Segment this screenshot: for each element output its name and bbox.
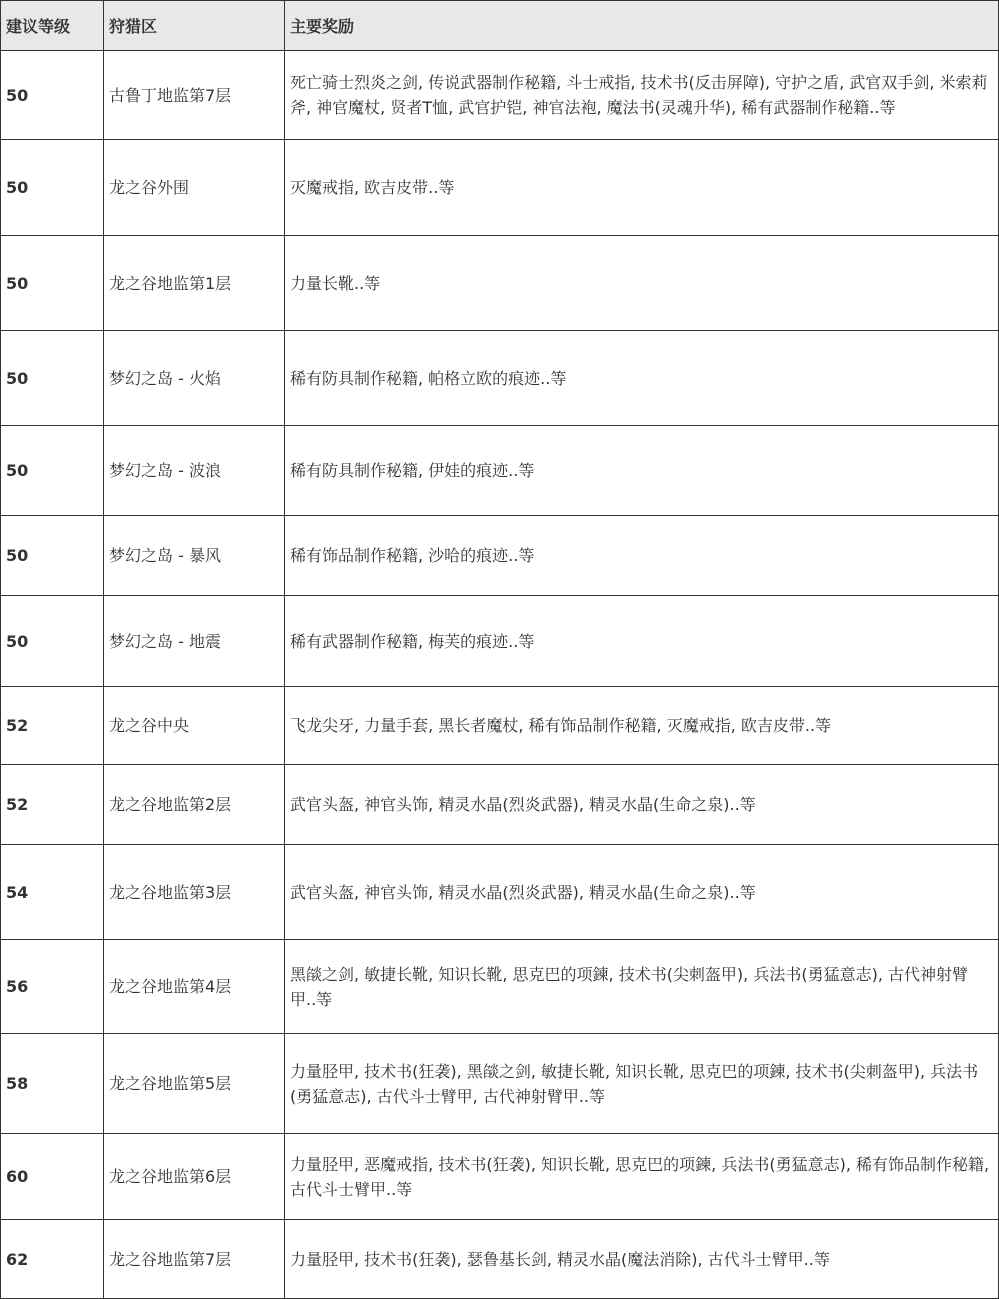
table-row: [1, 426, 999, 516]
table-row: [1, 140, 999, 236]
rewards-cell: 稀有武器制作秘籍, 梅芙的痕迹..等: [285, 596, 999, 687]
rewards-cell: 力量胫甲, 技术书(狂袭), 瑟鲁基长剑, 精灵水晶(魔法消除), 古代斗士臂甲..等: [285, 1220, 999, 1299]
area-cell: 龙之谷地监第5层: [104, 1034, 285, 1134]
table-row: [1, 765, 999, 845]
rewards-cell: 稀有饰品制作秘籍, 沙哈的痕迹..等: [285, 516, 999, 596]
area-cell: 龙之谷地监第4层: [104, 940, 285, 1034]
area-cell: 龙之谷外围: [104, 140, 285, 236]
level-cell: 58: [1, 1034, 104, 1134]
area-cell: 梦幻之岛 - 火焰: [104, 331, 285, 426]
rewards-cell: 稀有防具制作秘籍, 伊娃的痕迹..等: [285, 426, 999, 516]
rewards-cell: 武官头盔, 神官头饰, 精灵水晶(烈炎武器), 精灵水晶(生命之泉)..等: [285, 845, 999, 940]
level-cell: 52: [1, 687, 104, 765]
table-row: [1, 516, 999, 596]
header-area: 狩猎区: [104, 1, 285, 51]
area-cell: 梦幻之岛 - 地震: [104, 596, 285, 687]
rewards-cell: 力量胫甲, 技术书(狂袭), 黑燄之剑, 敏捷长靴, 知识长靴, 思克巴的项鍊, 技术书(尖刺盔甲), 兵法书(勇猛意志), 古代斗士臂甲, 古代神射臂甲..等: [285, 1034, 999, 1134]
table-row: [1, 845, 999, 940]
table-row: [1, 1134, 999, 1220]
level-cell: 50: [1, 51, 104, 140]
level-cell: 50: [1, 596, 104, 687]
area-cell: 古鲁丁地监第7层: [104, 51, 285, 140]
level-cell: 56: [1, 940, 104, 1034]
level-cell: 62: [1, 1220, 104, 1299]
level-cell: 50: [1, 236, 104, 331]
rewards-cell: 力量胫甲, 恶魔戒指, 技术书(狂袭), 知识长靴, 思克巴的项鍊, 兵法书(勇猛意志), 稀有饰品制作秘籍, 古代斗士臂甲..等: [285, 1134, 999, 1220]
level-cell: 60: [1, 1134, 104, 1220]
area-cell: 龙之谷地监第7层: [104, 1220, 285, 1299]
table-row: [1, 236, 999, 331]
rewards-cell: 灭魔戒指, 欧吉皮带..等: [285, 140, 999, 236]
level-cell: 50: [1, 426, 104, 516]
table-row: [1, 51, 999, 140]
table-row: [1, 687, 999, 765]
header-row: [1, 1, 999, 51]
header-rewards: 主要奖励: [285, 1, 999, 51]
level-cell: 50: [1, 331, 104, 426]
rewards-cell: 飞龙尖牙, 力量手套, 黑长者魔杖, 稀有饰品制作秘籍, 灭魔戒指, 欧吉皮带..等: [285, 687, 999, 765]
table-row: [1, 331, 999, 426]
area-cell: 龙之谷地监第3层: [104, 845, 285, 940]
table-row: [1, 596, 999, 687]
level-cell: 50: [1, 516, 104, 596]
rewards-cell: 死亡骑士烈炎之剑, 传说武器制作秘籍, 斗士戒指, 技术书(反击屏障), 守护之盾, 武官双手剑, 米索莉斧, 神官魔杖, 贤者T恤, 武官护铠, 神官法袍, 魔法书(灵魂升华), 稀有武器制作秘籍..等: [285, 51, 999, 140]
area-cell: 龙之谷地监第6层: [104, 1134, 285, 1220]
rewards-cell: 武官头盔, 神官头饰, 精灵水晶(烈炎武器), 精灵水晶(生命之泉)..等: [285, 765, 999, 845]
rewards-cell: 力量长靴..等: [285, 236, 999, 331]
level-cell: 52: [1, 765, 104, 845]
area-cell: 龙之谷地监第1层: [104, 236, 285, 331]
area-cell: 梦幻之岛 - 波浪: [104, 426, 285, 516]
table-row: [1, 1220, 999, 1299]
rewards-cell: 黑燄之剑, 敏捷长靴, 知识长靴, 思克巴的项鍊, 技术书(尖刺盔甲), 兵法书(勇猛意志), 古代神射臂甲..等: [285, 940, 999, 1034]
table-row: [1, 1034, 999, 1134]
area-cell: 龙之谷地监第2层: [104, 765, 285, 845]
header-level: 建议等级: [1, 1, 104, 51]
level-cell: 50: [1, 140, 104, 236]
level-cell: 54: [1, 845, 104, 940]
table-row: [1, 940, 999, 1034]
area-cell: 龙之谷中央: [104, 687, 285, 765]
rewards-cell: 稀有防具制作秘籍, 帕格立欧的痕迹..等: [285, 331, 999, 426]
area-cell: 梦幻之岛 - 暴风: [104, 516, 285, 596]
